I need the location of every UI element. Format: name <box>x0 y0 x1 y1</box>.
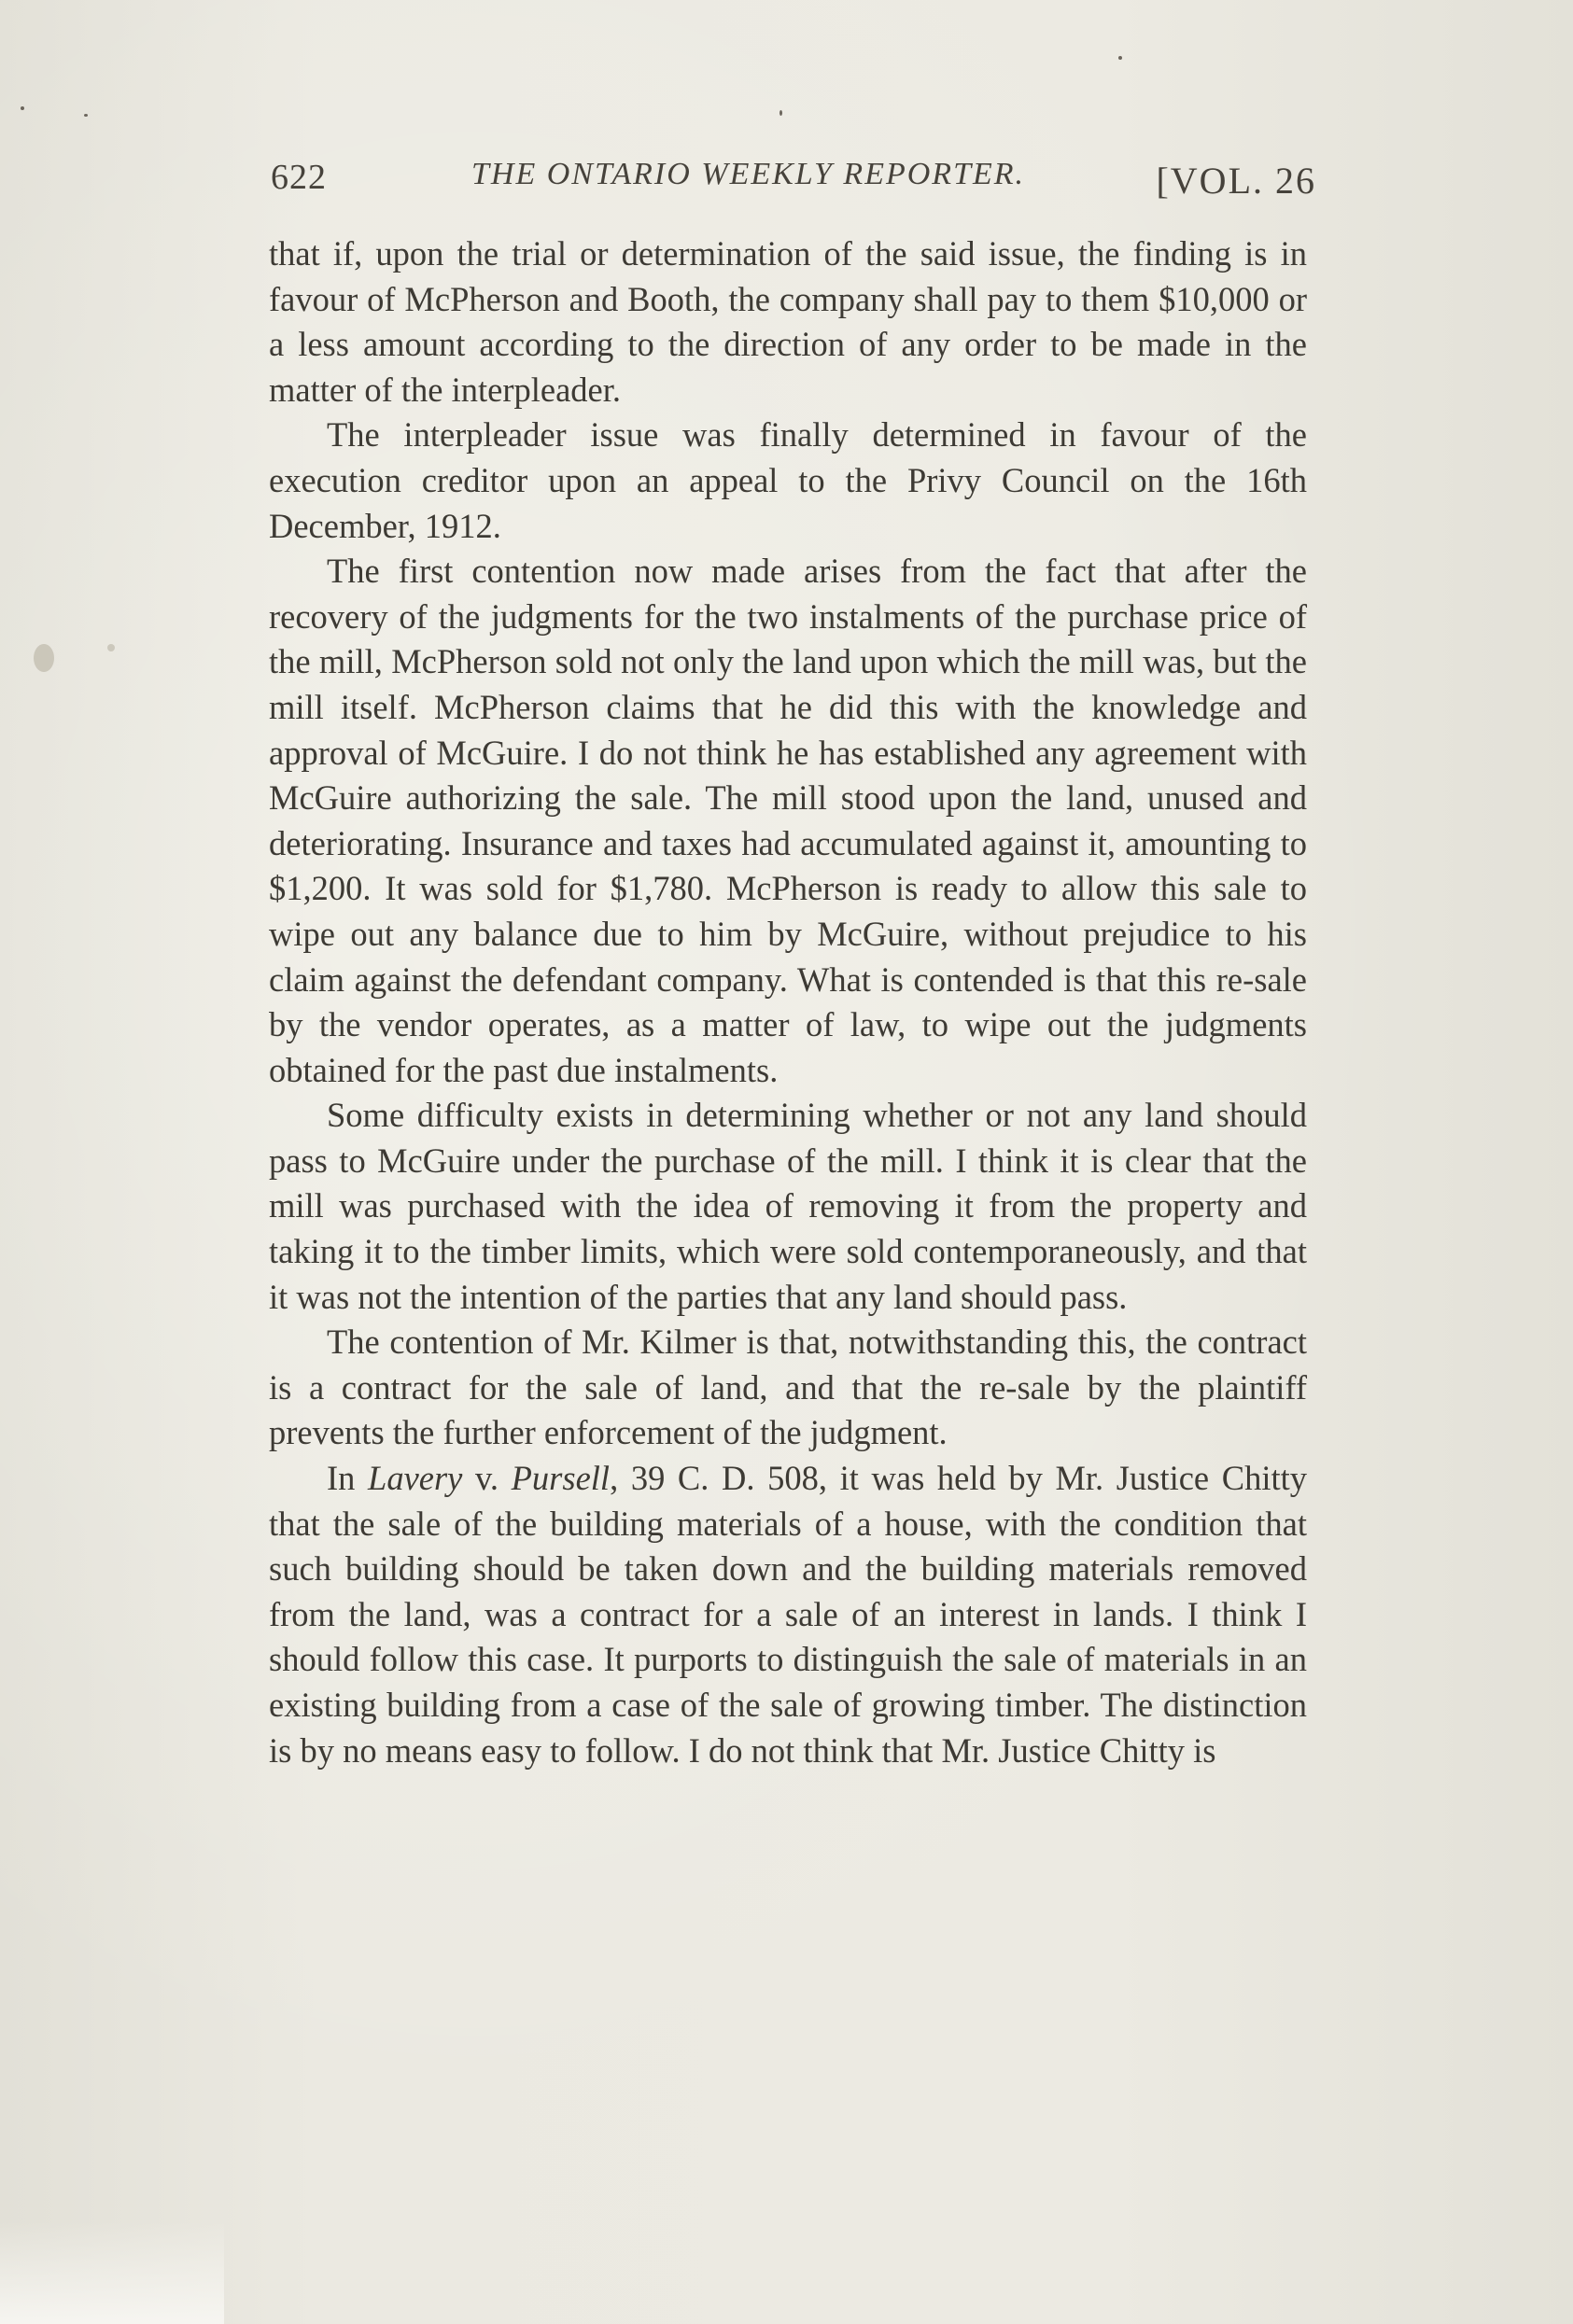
paragraph-1 <box>269 231 1307 413</box>
paragraph-6 <box>269 1456 1307 1773</box>
scan-edge-fade <box>0 2221 224 2324</box>
volume-label: [VOL. 26 <box>1156 160 1316 202</box>
case-name-defendant: Pursell <box>511 1459 611 1498</box>
paper-stain <box>34 644 54 672</box>
paragraph-5 <box>269 1320 1307 1456</box>
paper-stain <box>107 644 115 651</box>
paragraph-6-lead: In <box>327 1459 369 1498</box>
paragraph-2-text: The interpleader issue was finally determined in favour of the execution creditor upon an appeal to the Privy Council on the 16th December, 1912. <box>269 415 1307 545</box>
paragraph-2 <box>269 413 1307 549</box>
paragraph-4-text: Some difficulty exists in determining whether or not any land should pass to McGuire under the purchase of the mill. I think it is clear that the mill was purchased with the idea of removing it from the property and taking it to the timber limits, which were sold contemporaneously, and that it was not the intention of the parties that any land should pass. <box>269 1096 1307 1316</box>
case-name-plaintiff: Lavery <box>368 1459 463 1498</box>
paragraph-6-rest: , 39 C. D. 508, it was held by Mr. Justice Chitty that the sale of the building materials of a house, with the condition that such building should be taken down and the building materials removed from the land, was a contract for a sale of an interest in lands. I think I should follow this case. It purports to distinguish the sale of materials in an existing building from a case of the sale of growing timber. The distinction is by no means easy to follow. I do not think that Mr. Justice Chitty is <box>269 1459 1308 1770</box>
paragraph-4 <box>269 1093 1307 1320</box>
paragraph-1-text: that if, upon the trial or determination of the said issue, the finding is in favour of McPherson and Booth, the company shall pay to them $10,000 or a less amount according to the direction of any order to be made in the matter of the interpleader. <box>269 234 1307 409</box>
scan-speck <box>779 110 782 116</box>
page-header <box>271 157 1316 213</box>
scan-speck <box>21 106 24 110</box>
paragraph-3 <box>269 549 1307 1093</box>
scan-speck <box>1118 56 1122 60</box>
running-title: THE ONTARIO WEEKLY REPORTER. <box>471 157 1026 191</box>
scan-speck <box>84 114 88 117</box>
case-versus: v. <box>462 1459 512 1498</box>
page-number: 622 <box>271 158 327 197</box>
body-text <box>269 231 1307 1773</box>
paragraph-5-text: The contention of Mr. Kilmer is that, notwithstanding this, the contract is a contract for the sale of land, and that the re-sale by the plaintiff prevents the further enforcement of the judgment. <box>269 1323 1307 1452</box>
paragraph-3-text: The first contention now made arises from the fact that after the recovery of the judgments for the two instalments of the purchase price of the mill, McPherson sold not only the land upon which the mill was, but the mill itself. McPherson claims that he did this with the knowledge and approval of McGuire. I do not think he has established any agreement with McGuire authorizing the sale. The mill stood upon the land, unused and deteriorating. Insurance and taxes had accumulated against it, amounting to $1,200. It was sold for $1,780. McPherson is ready to allow this sale to wipe out any balance due to him by McGuire, without prejudice to his claim against the defendant company. What is contended is that this re-sale by the vendor operates, as a matter of law, to wipe out the judgments obtained for the past due instalments. <box>269 552 1307 1089</box>
